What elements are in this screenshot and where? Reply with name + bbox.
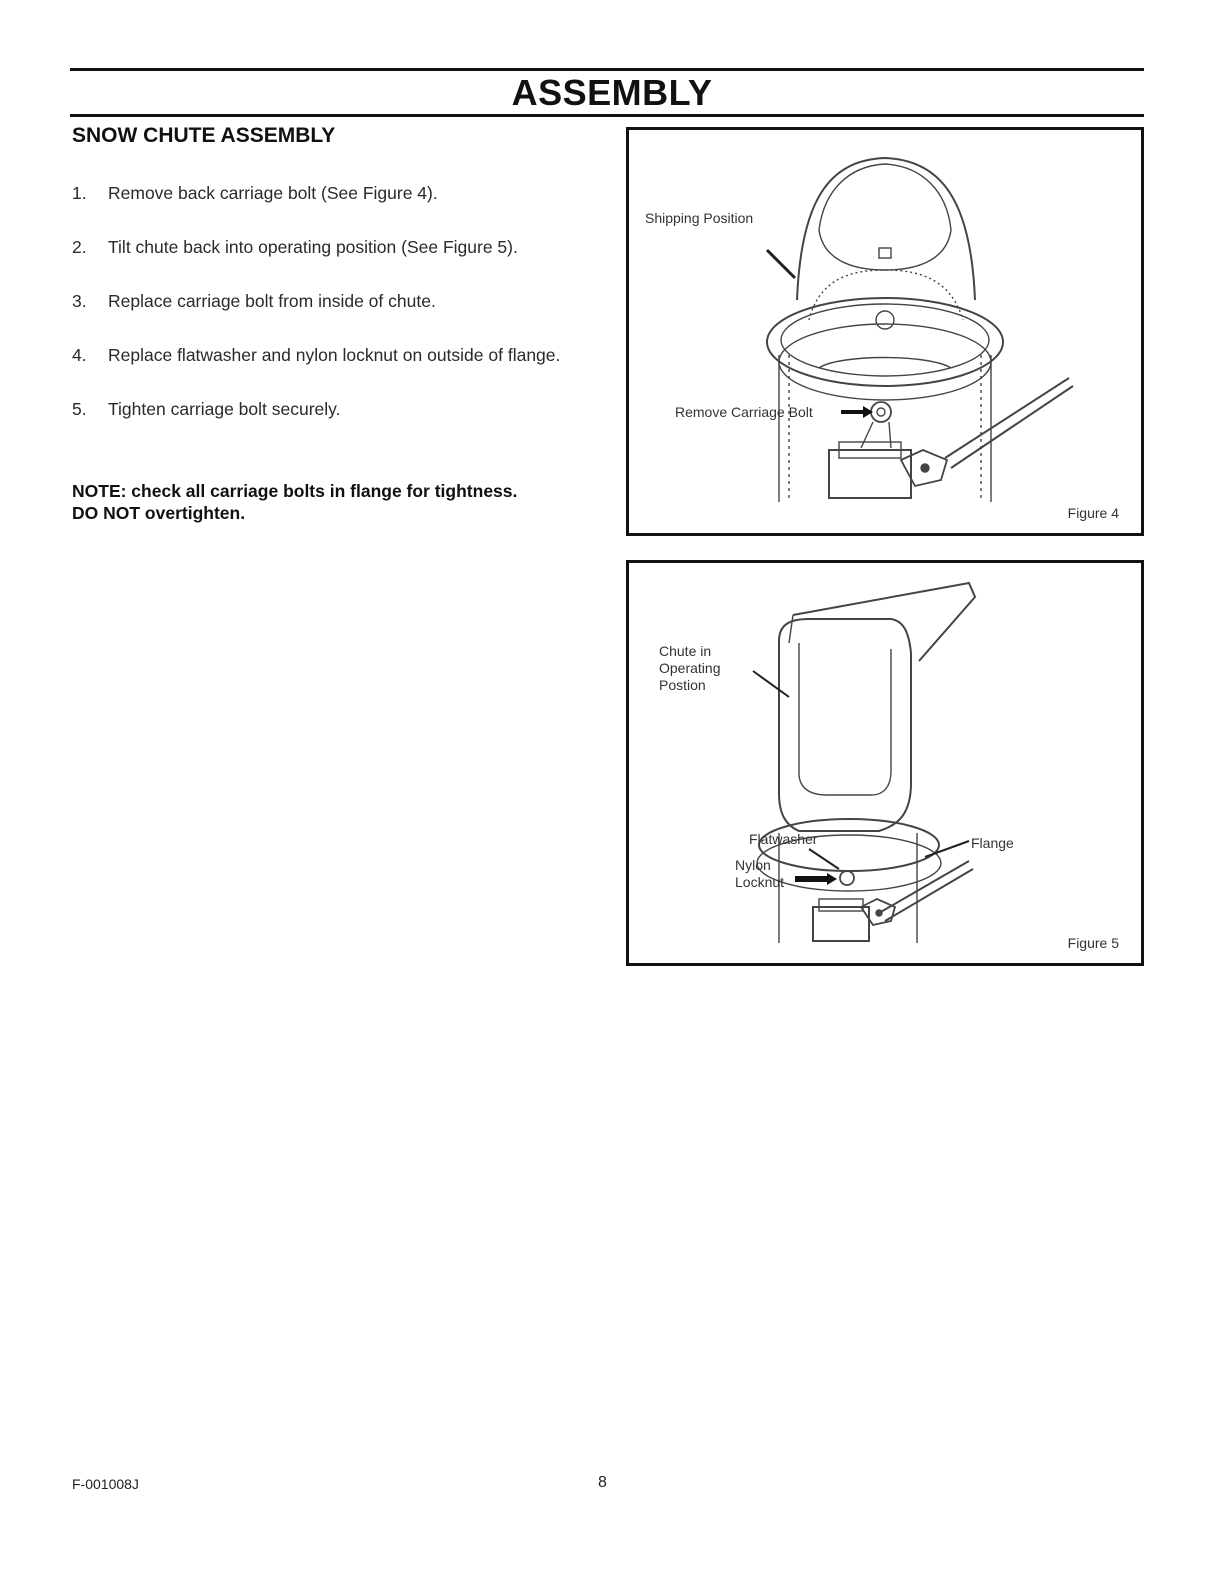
step-number: 5. (72, 399, 87, 419)
step-text: Tilt chute back into operating position (See Figure 5). (108, 237, 518, 257)
label-flatwasher: Flatwasher (749, 831, 818, 847)
step-text: Replace carriage bolt from inside of chute. (108, 291, 436, 311)
step-number: 4. (72, 345, 87, 365)
footer-page-number: 8 (598, 1474, 607, 1491)
label-chute-in: Chute in (659, 643, 712, 659)
step-item (72, 398, 592, 420)
figure-5-illustration (629, 563, 1141, 963)
section-heading: SNOW CHUTE ASSEMBLY (72, 124, 336, 147)
label-operating: Operating (659, 660, 721, 676)
tightness-note (72, 480, 592, 524)
step-item (72, 182, 592, 204)
figure-5-caption: Figure 5 (1067, 935, 1119, 951)
figure-5 (626, 560, 1144, 966)
figure-4 (626, 127, 1144, 536)
step-item (72, 236, 592, 258)
step-number: 3. (72, 291, 87, 311)
label-locknut: Locknut (735, 874, 785, 890)
step-number: 2. (72, 237, 87, 257)
label-shipping-position: Shipping Position (645, 210, 754, 226)
step-number: 1. (72, 183, 87, 203)
figure-4-illustration (629, 130, 1141, 533)
note-line-1: NOTE: check all carriage bolts in flange for tightness. (72, 481, 518, 501)
figure-4-caption: Figure 4 (1067, 505, 1119, 521)
step-text: Replace flatwasher and nylon locknut on outside of flange. (108, 345, 561, 365)
header-rule-top (70, 68, 1144, 71)
label-flange: Flange (971, 835, 1014, 851)
label-remove-carriage-bolt: Remove Carriage Bolt (675, 404, 813, 420)
step-text: Tighten carriage bolt securely. (108, 399, 341, 419)
header-rule-bottom (70, 114, 1144, 117)
page-title: ASSEMBLY (511, 72, 713, 113)
assembly-steps (72, 182, 592, 452)
footer-document-id: F-001008J (72, 1476, 139, 1492)
step-item (72, 344, 592, 366)
step-item (72, 290, 592, 312)
label-postion: Postion (659, 677, 706, 693)
label-nylon: Nylon (735, 857, 771, 873)
note-line-2: DO NOT overtighten. (72, 503, 246, 523)
step-text: Remove back carriage bolt (See Figure 4). (108, 183, 438, 203)
